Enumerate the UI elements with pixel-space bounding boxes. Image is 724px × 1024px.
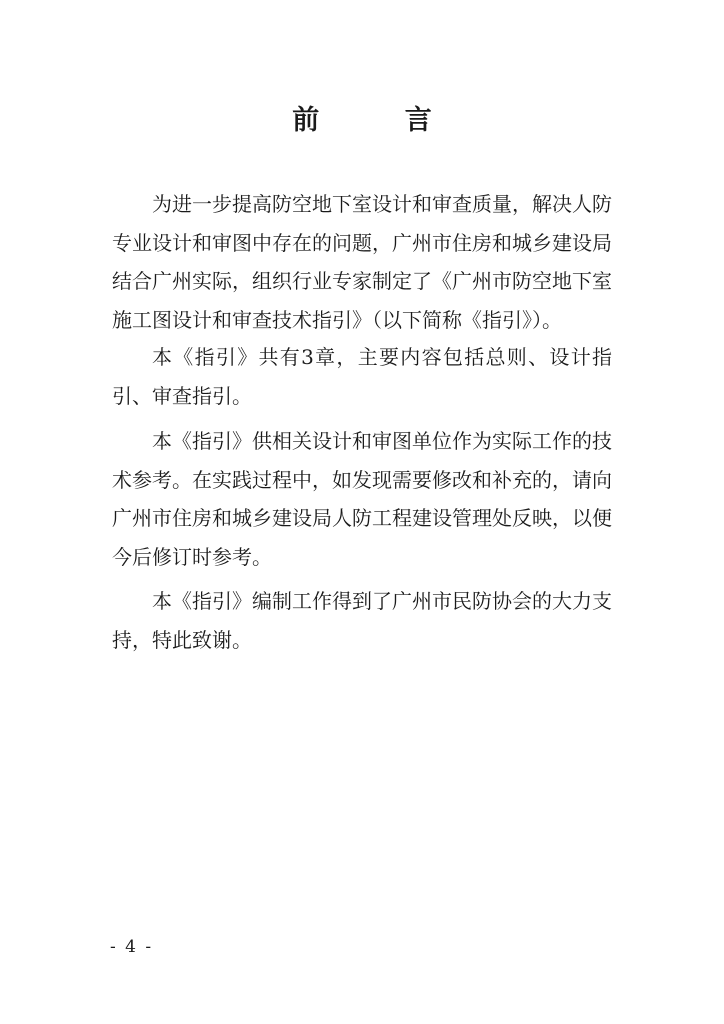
paragraph-usage: 本《指引》供相关设计和审图单位作为实际工作的技术参考。在实践过程中，如发现需要修改和补充的，请向广州市住房和城乡建设局人防工程建设管理处反映，以便今后修订时参考。 (112, 429, 612, 569)
page-number: - 4 - (110, 937, 154, 957)
paragraph-chapters: 本《指引》共有3章，主要内容包括总则、设计指引、审查指引。 (112, 345, 612, 408)
paragraph-acknowledgement: 本《指引》编制工作得到了广州市民防协会的大力支持，特此致谢。 (112, 589, 612, 652)
page-title: 前 言 (292, 105, 470, 136)
paragraph-intro: 为进一步提高防空地下室设计和审查质量，解决人防专业设计和审图中存在的问题，广州市住房和城乡建设局结合广州实际，组织行业专家制定了《广州市防空地下室施工图设计和审查技术指引》（以下简称《指引》）。 (112, 192, 612, 332)
